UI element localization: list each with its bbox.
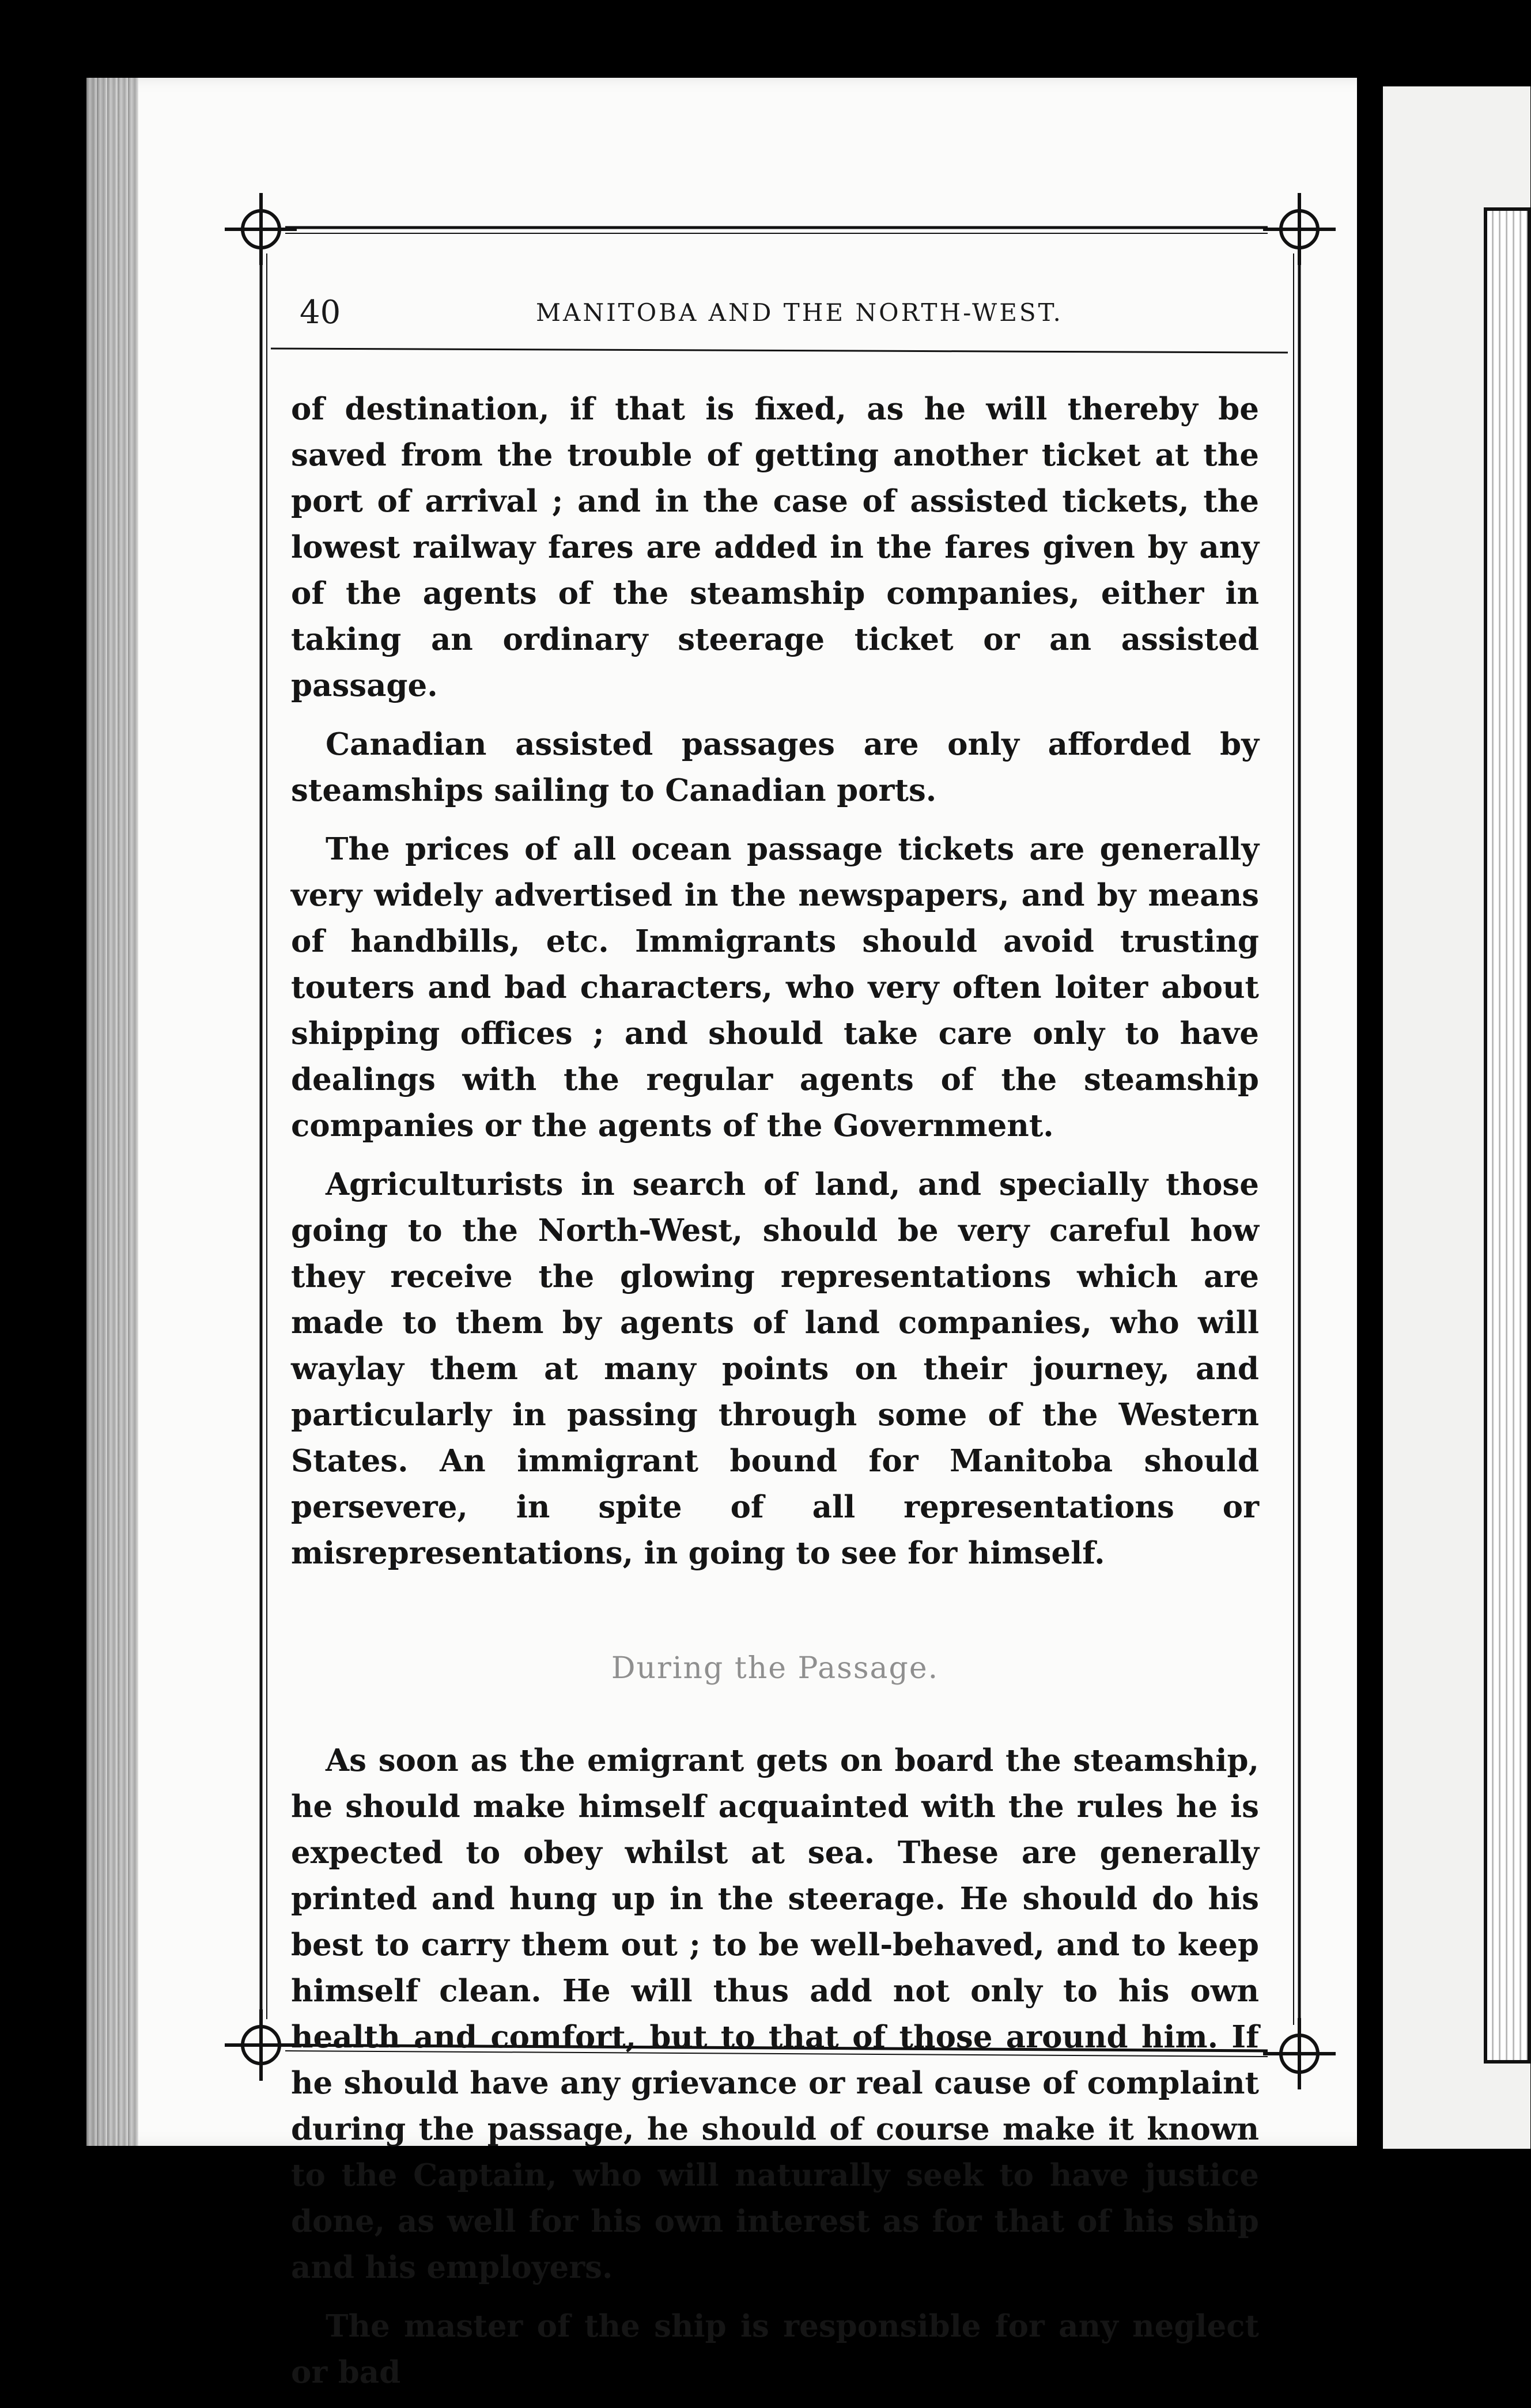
section-heading: During the Passage. bbox=[611, 1651, 939, 1686]
paragraph: The master of the ship is responsible for any neglect or bad bbox=[291, 2308, 1259, 2390]
page-header bbox=[300, 294, 1325, 334]
corner-ornament-bottom-left bbox=[225, 2009, 297, 2081]
running-title: MANITOBA AND THE NORTH-WEST. bbox=[536, 298, 1063, 327]
corner-ornament-top-right bbox=[1263, 193, 1336, 265]
corner-ornament-bottom-right bbox=[1263, 2018, 1336, 2089]
page-number: 40 bbox=[300, 294, 341, 331]
corner-ornament-top-left bbox=[225, 193, 297, 265]
paragraph: As soon as the emigrant gets on board the steamship, he should make himself acquainted with the rules he is expected to obey whilst at sea. These are generally printed and hung up in the steerage. He should do his best to carry them out ; to be well-behaved, and to keep himself clean. He will thus add not only to his own health and comfort, but to that of those around him. If he should have any grievance or real cause of complaint during the passage, he should of course make it known to the Captain, who will naturally seek to have justice done, as well for his own interest as for that of his ship and his employers. bbox=[291, 1743, 1259, 2285]
body-text bbox=[291, 386, 1259, 2408]
paragraph: The prices of all ocean passage tickets are generally very widely advertised in the newspapers, and by means of handbills, etc. Immigrants should avoid trusting touters and bad characters, who very often loiter about shipping offices ; and should take care only to have dealings with the regular agents of the steamship companies or the agents of the Government. bbox=[291, 831, 1259, 1144]
paragraph: Canadian assisted passages are only afforded by steamships sailing to Canadian ports. bbox=[291, 726, 1259, 808]
paragraph: Agriculturists in search of land, and specially those going to the North-West, should be very careful how they receive the glowing representations which are made to them by agents of land companies, who will waylay them at many points on their journey, and particularly in passing through some of the Western States. An immigrant bound for Manitoba should persevere, in spite of all representations or misrepresentations, in going to see for himself. bbox=[291, 1167, 1259, 1571]
paragraph: of destination, if that is fixed, as he will thereby be saved from the trouble of getting another ticket at the port of arrival ; and in the case of assisted tickets, the lowest railway fares are added in the fares given by any of the agents of the steamship companies, either in taking an ordinary steerage ticket or an assisted passage. bbox=[291, 391, 1259, 703]
